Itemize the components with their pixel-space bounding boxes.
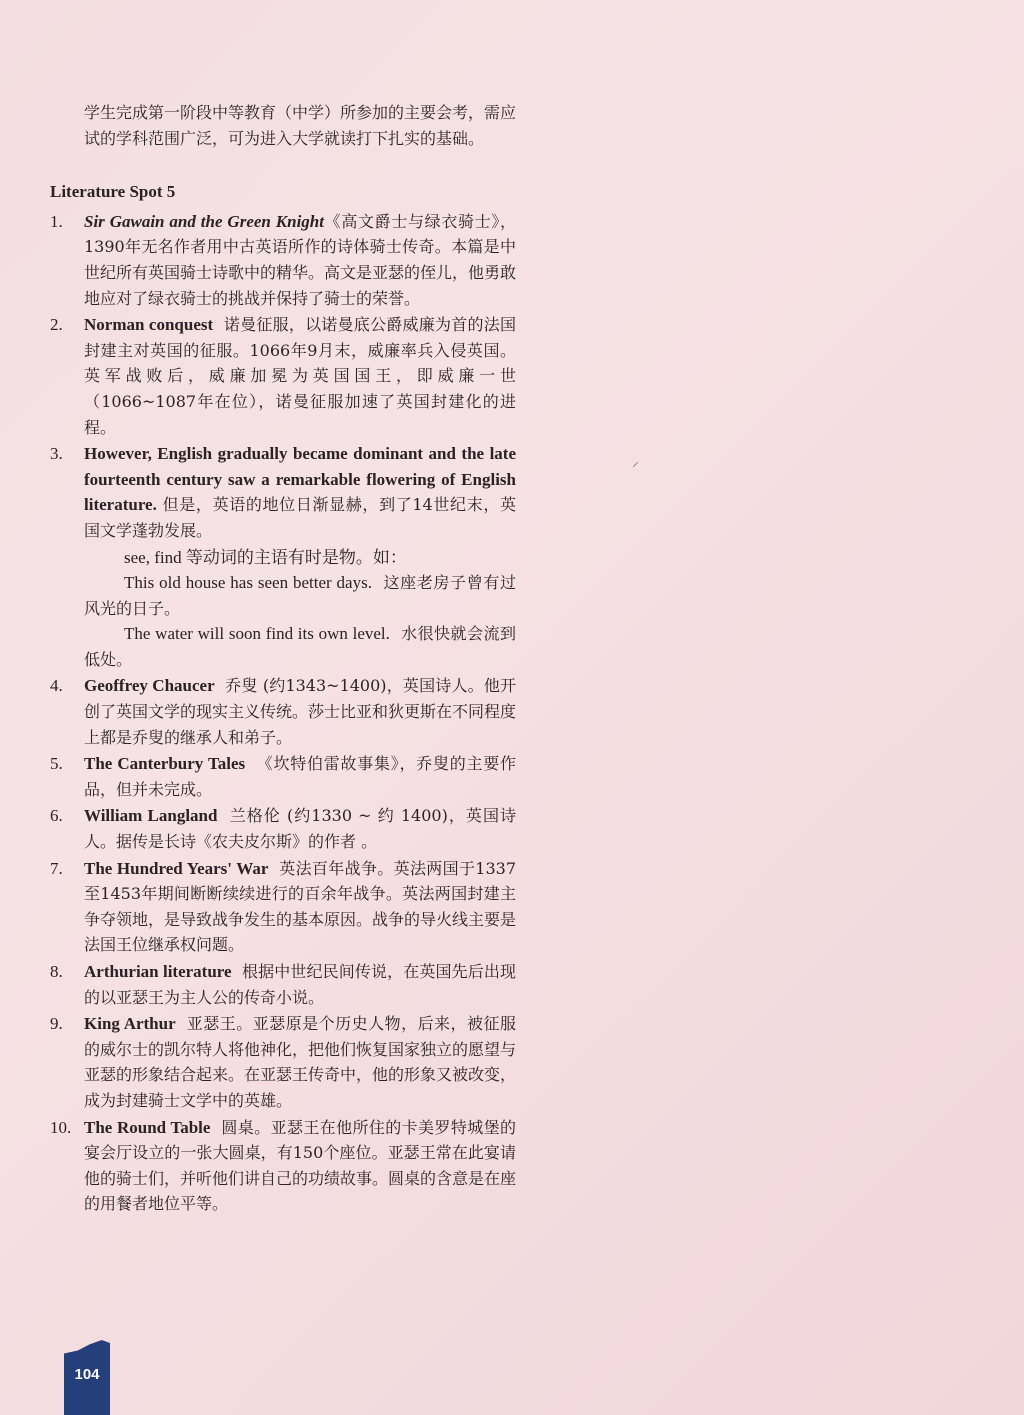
- entry-term: Norman conquest: [84, 315, 214, 335]
- entry-term: Geoffrey Chaucer: [84, 676, 215, 696]
- grammar-note-text: see, find 等动词的主语有时是物。如：: [124, 547, 407, 567]
- page-number: 104: [74, 1366, 100, 1383]
- entry-term: Arthurian literature: [84, 962, 232, 981]
- entry-term: The Round Table: [84, 1117, 211, 1137]
- entry-text: 诺曼征服，以诺曼底公爵威廉为首的法国封建主对英国的征服。1066年9月末，威廉率兵入侵英国。英军战败后，威廉加冕为英国国王，即威廉一世（1066~1087年在位），诺曼征服加速了英国封建化的进程。: [84, 315, 517, 437]
- note-entry-5: [50, 751, 516, 802]
- note-entry-8: [50, 959, 516, 1010]
- notes-column: [50, 100, 516, 1218]
- example-en: The water will soon find its own level.: [124, 624, 390, 644]
- entry-number: 10.: [50, 1117, 72, 1137]
- grammar-note: [50, 545, 516, 571]
- entry-number: 7.: [50, 858, 63, 878]
- entry-term: The Hundred Years' War: [84, 858, 269, 878]
- entry-number: 4.: [50, 676, 63, 696]
- note-entry-9: [50, 1011, 516, 1113]
- entry-text: 英法百年战争。英法两国于1337至1453年期间断断续续进行的百余年战争。英法两国封建主争夺领地，是导致战争发生的基本原因。战争的导火线主要是法国王位继承权问题。: [84, 858, 517, 955]
- entry-term: William Langland: [84, 806, 218, 826]
- entry-number: 2.: [50, 315, 63, 335]
- entry-number: 3.: [50, 444, 63, 464]
- entry-text: 《高文爵士与绿衣骑士》，1390年无名作者用中古英语所作的诗体骑士传奇。本篇是中世纪所有英国骑士诗歌中的精华。高文是亚瑟的侄儿，他勇敢地应对了绿衣骑士的挑战并保持了骑士的荣誉。: [84, 211, 517, 308]
- note-entry-1: [50, 209, 516, 311]
- entry-text: 兰格伦 (约1330 ~ 约 1400)，英国诗人。据传是长诗《农夫皮尔斯》的作者 。: [84, 806, 516, 852]
- entry-number: 9.: [50, 1014, 63, 1034]
- note-entry-7: [50, 856, 516, 958]
- entry-number: 6.: [50, 806, 63, 826]
- note-entry-2: [50, 312, 516, 440]
- entry-number: 8.: [50, 962, 63, 981]
- intro-paragraph: 学生完成第一阶段中等教育（中学）所参加的主要会考，需应试的学科范围广泛，可为进入大学就读打下扎实的基础。: [84, 103, 517, 148]
- example-sentence-2: [50, 621, 516, 672]
- example-zh: 这座老房子曾有过风光的日子。: [84, 573, 516, 618]
- entry-term: King Arthur: [84, 1014, 176, 1034]
- entry-text: 圆桌。亚瑟王在他所住的卡美罗特城堡的宴会厅设立的一张大圆桌，有150个座位。亚瑟王常在此宴请他的骑士们，并听他们讲自己的功绩故事。圆桌的含意是在座的用餐者地位平等。: [84, 1117, 517, 1214]
- entry-term: However, English gradually became dominant and the late fourteenth century saw a remarkable flowering of English literature.: [84, 444, 516, 515]
- entry-term: The Canterbury Tales: [84, 754, 246, 774]
- note-entry-10: [50, 1115, 516, 1217]
- example-en: This old house has seen better days.: [124, 573, 372, 593]
- note-entry-4: [50, 673, 516, 750]
- example-sentence-1: [50, 570, 516, 621]
- entry-text: 乔叟 (约1343~1400)，英国诗人。他开创了英国文学的现实主义传统。莎士比亚和狄更斯在不同程度上都是乔叟的继承人和弟子。: [84, 676, 517, 747]
- ink-smudge: ⸝: [632, 454, 639, 470]
- entry-text: 根据中世纪民间传说，在英国先后出现的以亚瑟王为主人公的传奇小说。: [84, 962, 516, 1007]
- entry-text: 亚瑟王。亚瑟原是个历史人物，后来，被征服的威尔士的凯尔特人将他神化，把他们恢复国家独立的愿望与亚瑟的形象结合起来。在亚瑟王传奇中，他的形象又被改变，成为封建骑士文学中的英雄。: [84, 1014, 517, 1110]
- entry-term: Sir Gawain and the Green Knight: [84, 211, 324, 231]
- entry-number: 1.: [50, 211, 63, 231]
- section-heading: Literature Spot 5: [50, 182, 176, 202]
- example-zh: 水很快就会流到低处。: [84, 624, 516, 669]
- note-entry-6: [50, 803, 516, 854]
- note-entry-3: [50, 441, 516, 543]
- entry-number: 5.: [50, 754, 63, 774]
- entry-text: 但是，英语的地位日渐显赫，到了14世纪末，英国文学蓬勃发展。: [84, 495, 516, 540]
- entry-text: 《坎特伯雷故事集》，乔叟的主要作品，但并未完成。: [84, 754, 516, 799]
